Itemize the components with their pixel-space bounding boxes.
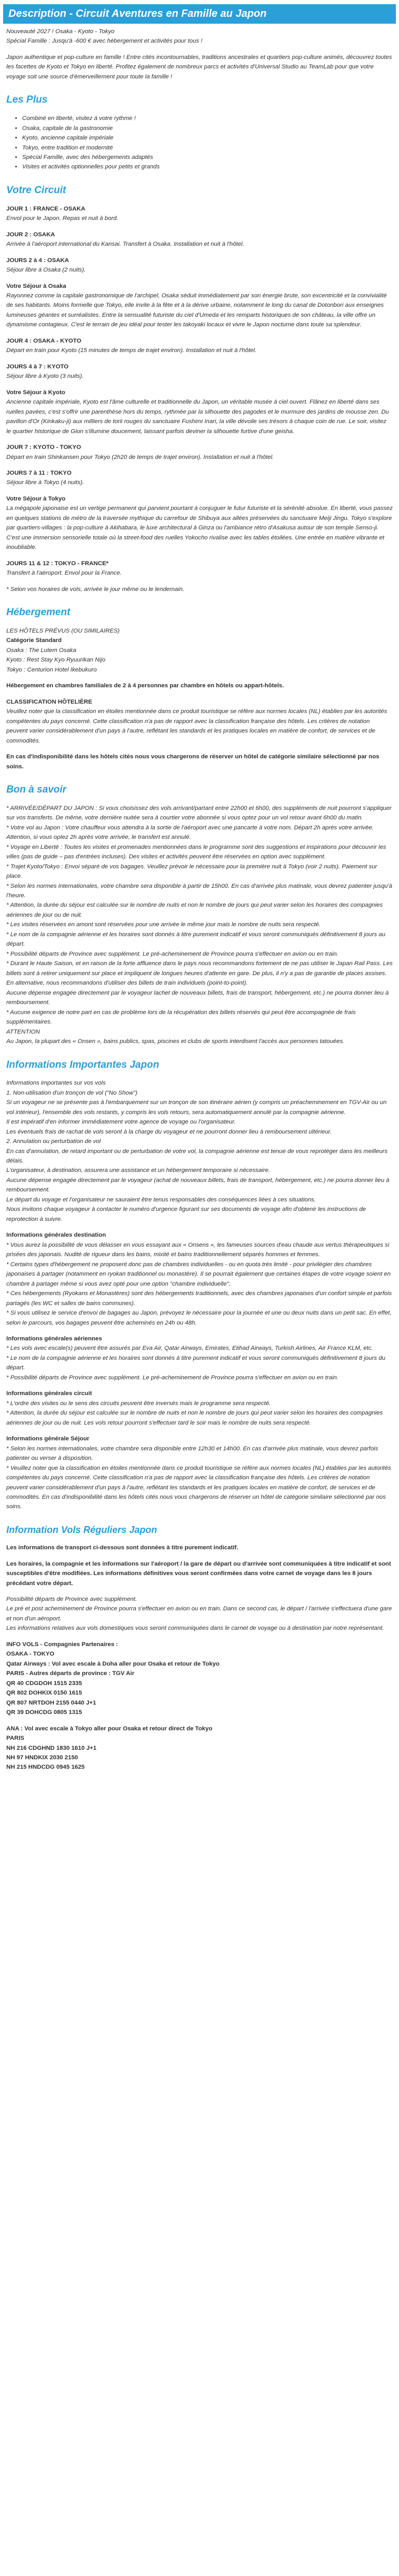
day-title: Votre Séjour à Osaka <box>6 283 66 289</box>
day-title: Votre Séjour à Kyoto <box>6 389 65 396</box>
hotel-list <box>6 626 393 675</box>
destination-list <box>6 1240 393 1328</box>
info-line: ATTENTION <box>6 1028 40 1035</box>
info-line: * Selon les normes internationales, votre chambre sera disponible à partir de 15h00. En cas d'arrivée plus matinale, vous devrez patienter jusqu'à l'heure. <box>6 883 393 899</box>
info-line: * Les visites réservées en amont sont réservées pour une arrivée le même jour mais le nombre de nuits sera respecté. <box>6 921 321 928</box>
circuit-note: * Selon vos horaires de vols, arrivée le jour même ou le lendemain. <box>6 586 185 593</box>
day-text: Ancienne capitale impériale, Kyoto est l'âme culturelle et traditionnelle du Japon, un véritable musée à ciel ouvert. Flânez en liberté dans ses ruelles pavées, c'est s'offrir une parenthèse hors du temps, rythmée par la silhouette des pagodes et le murmure des jardins de mousse zen. Du pavillon d'Or (Kinkaku-ji) aux milliers de torii rouges du sanctuaire Fushimi Inari, la ville dévoile ses trésors à chaque coin de rue. Le soir, visitez le quartier historique de Gion s'illumine doucement, laissant parfois deviner la silhouette furtive d'une geisha. <box>6 399 389 435</box>
hotel-list-title: LES HÔTELS PRÉVUS (OU SIMILAIRES) <box>6 627 120 634</box>
info-line: Au Japon, la plupart des « Onsen », bains publics, spas, piscines et clubs de sports interdisent l'accès aux personnes tatouées. <box>6 1038 345 1045</box>
info-line: En alternative, nous recommandons d'utiliser des billets de train individuels (point-to-point). <box>6 980 248 987</box>
info-line: Aucune dépense engagée directement par le voyageur (achat de nouveaux billets, frais de transport, hébergement, etc.) ne pourra donner lieu à remboursement. <box>6 1177 390 1194</box>
sejour-list <box>6 1444 393 1512</box>
info-line: * Le nom de la compagnie aérienne et les horaires sont donnés à titre purement indicatif et vous seront communiqués définitivement 8 jours au départ. <box>6 931 385 948</box>
info-line: * Possibilité départs de Province avec supplément. Le pré-acheminement de Province pourra s'effectuer en avion ou en train. <box>6 1374 338 1381</box>
flight-line: NH 216 CDGHND 1830 1610 J+1 <box>6 1745 97 1751</box>
flight-line: QR 802 DOHKIX 0150 1615 <box>6 1690 82 1697</box>
info-line: * Aucune exigence de notre part en cas de problème lors de la récupération des billets réservés qui peut être accompagnée de frais supplémentaires. <box>6 1009 356 1026</box>
flight-line: QR 807 NRTDOH 2155 0440 J+1 <box>6 1699 96 1706</box>
hotel-item: Kyoto : Rest Stay Kyo Ryuurikan Nijo <box>6 657 106 664</box>
list-item: • Tokyo, entre tradition et modernité <box>22 143 393 153</box>
info-line: Aucune dépense engagée directement par le voyageur lachet de nouveaux billets, frais de transport, hébergement, etc.) ne pourra donner lieu à remboursement. <box>6 989 389 1006</box>
sejour-heading: Informations générale Séjour <box>6 1436 89 1442</box>
day-title: JOURS 2 à 4 : OSAKA <box>6 257 69 264</box>
day-block <box>6 494 393 553</box>
info-line: * Voyage en Liberté : Toutes les visites et promenades mentionnées dans le programme sont des suggestions et inspirations pour découvrir les villes (pas de guide – pas d'entrées incluses). Des visites et activités peuvent être réservées en option avec supplément. <box>6 844 386 860</box>
flight-line: NH 215 HNDCDG 0945 1625 <box>6 1764 85 1771</box>
day-text: La mégapole japonaise est un vertige permanent qui parvient pourtant à conjuguer le futur futuriste et la sérénité absolue. En liberté, vous passez en quelques stations de métro de la traversée mythique du carrefour de Shibuya aux allées préservées du sanctuaire Meiji Jingu. Tokyo s'explore par quartiers-villages : la pop-culture à Akihabara, le luxe architectural à Ginza ou l'ambiance rétro d'Asakusa autour de son temple Senso-ji. C'est une immersion sensorielle totale où la street-food des ruelles Yokocho rivalise avec les tables étoilées. Une entrée en matière vibrante et inoubliable. <box>6 505 393 551</box>
info-line: * ARRIVÉE/DÉPART DU JAPON : Si vous choisissez des vols arrivant/partant entre 22h00 et 6h00, des suppléments de nuit pourront s'appliquer sur vos transferts. De même, votre dernière nuitée sera à courtier votre abonnée si vous optez pour un vol retour avant 6h00 du matin. <box>6 805 392 821</box>
day-text: Envol pour le Japon. Repas et nuit à bord. <box>6 215 118 222</box>
list-item: • Visites et activités optionnelles pour petits et grands <box>22 162 393 172</box>
vols-heading: Information Vols Réguliers Japon <box>6 1524 157 1535</box>
day-text: Transfert à l'aéroport. Envol pour la France. <box>6 570 122 577</box>
list-item: • Osaka, capitale de la gastronomie <box>22 124 393 133</box>
day-title: JOURS 4 à 7 : KYOTO <box>6 363 69 370</box>
day-text: Départ en train Shinkansen pour Tokyo (2h20 de temps de trajet environ). Installation et nuit à l'hôtel. <box>6 454 274 460</box>
intro-subtitle: Nouveauté 2027 ! Osaka - Kyoto - Tokyo Spécial Famille : Jusqu'à -600 € avec hébergement et activités pour tous ! <box>6 28 203 45</box>
day-text: Séjour libre à Osaka (2 nuits). <box>6 267 86 274</box>
hebergement-note: Hébergement en chambres familiales de 2 à 4 personnes par chambre en hôtels ou appart-hôtels. <box>6 683 284 689</box>
circuit-heading: Votre Circuit <box>6 184 66 196</box>
aeriennes-list <box>6 1344 393 1382</box>
info-line: * Trajet Kyoto/Tokyo : Envoi séparé de vos bagages. Veuillez prévoir le nécessaire pour la première nuit à Tokyo (voir 2 nuits). Paiement sur place. <box>6 863 377 880</box>
day-text: Arrivée à l'aéroport international du Kansai. Transfert à Osaka. Installation et nuit à l'hôtel. <box>6 241 244 248</box>
flight-line: QR 39 DOHCDG 0805 1315 <box>6 1709 82 1716</box>
day-text: Départ en train pour Kyoto (15 minutes de temps de trajet environ). Installation et nuit à l'hôtel. <box>6 347 257 354</box>
info-line: 2. Annulation ou perturbation de vol <box>6 1138 101 1145</box>
informations-importantes-heading: Informations Importantes Japon <box>6 1059 159 1070</box>
vols-text <box>6 1595 393 1633</box>
day-block <box>6 362 393 382</box>
day-block <box>6 336 393 356</box>
flight-line: ANA : Vol avec escale à Tokyo aller pour Osaka et retour direct de Tokyo <box>6 1725 213 1732</box>
info-line: * Ces hébergements (Ryokans et Monastères) sont des hébergements traditionnels, avec des chambres japonaises d'un confort simple et parfois partagés (les WC et salles de bains communes). <box>6 1290 392 1307</box>
plus-heading: Les Plus <box>6 94 48 106</box>
day-title: JOUR 1 : FRANCE - OSAKA <box>6 205 85 212</box>
info-line: En cas d'annulation, de retard important ou de perturbation de votre vol, la compagnie aérienne est tenue de vous reprotéger dans les meilleurs délais. <box>6 1148 388 1165</box>
flight-line: PARIS <box>6 1735 24 1742</box>
flight-line: OSAKA - TOKYO <box>6 1651 55 1658</box>
intro-text: Japon authentique et pop-culture en famille ! Entre cités incontournables, traditions ancestrales et quartiers pop-culture animés, découvrez toutes les facettes de Kyoto et Tokyo en liberté. Profitez également de nombreux parcs et activités d'Universal Studio au TeamLab pour que votre voyage soit une source d'émerveillement pour toute la famille ! <box>6 54 392 80</box>
info-line: Les informations relatives aux vols domestiques vous seront communiquées dans le carnet de voyage ou à destination par notre représentant. <box>6 1625 384 1632</box>
info-line: Les éventuels frais de rachat de vols seront à la charge du voyageur et ne pourront donner lieu à remboursement ultérieur. <box>6 1128 332 1135</box>
info-line: * Les vols avec escale(s) peuvent être assurés par Eva Air, Qatar Airways, Emirates, Etihad Airways, Turkish Airlines, Air France KLM, etc. <box>6 1345 373 1352</box>
flight-line: PARIS - Autres départs de province : TGV Air <box>6 1670 135 1677</box>
day-text: Séjour libre à Kyoto (3 nuits). <box>6 373 84 380</box>
list-item: • Spécial Famille, avec des hébergements adaptés <box>22 153 393 162</box>
day-title: JOURS 11 & 12 : TOKYO - FRANCE* <box>6 560 109 567</box>
info-line: * Le nom de la compagnie aérienne et les horaires sont donnés à titre purement indicatif et vous seront communiqués définitivement 8 jours du départ. <box>6 1355 385 1371</box>
day-block <box>6 204 393 224</box>
info-line: Possibilité départs de Province avec supplément. <box>6 1596 137 1602</box>
flight-line: NH 97 HNDKIX 2030 2150 <box>6 1755 78 1761</box>
day-block <box>6 388 393 436</box>
info-line: Informations importantes sur vos vols <box>6 1080 106 1087</box>
day-block <box>6 230 393 249</box>
info-line: * Attention, la durée du séjour est calculée sur le nombre de nuits et non le nombre de jours qui peut varier selon les horaires des compagnies aériennes de jour ou de nuit. <box>6 902 383 918</box>
hotel-item: Tokyo : Centurion Hotel Ikebukuro <box>6 666 97 673</box>
list-item: • Kyoto, ancienne capitale impériale <box>22 133 393 143</box>
day-block <box>6 282 393 330</box>
classification-text: Veuillez noter que la classification en étoiles mentionnée dans ce produit touristique se réfère aux normes locales (NL) établies par les autorités compétentes du pays concerné. Cette classification n'a pas de rapport avec la classification française des hôtels. Les critères de notation peuvent varier considérablement d'un pays à l'autre, reflétant les standards et les pratiques locales en matière de confort, de services et de commodités. <box>6 708 387 744</box>
flight-line: Qatar Airways : Vol avec escale à Doha aller pour Osaka et retour de Tokyo <box>6 1660 220 1667</box>
circuit-info-list <box>6 1399 393 1428</box>
page-title: Description - Circuit Aventures en Famille au Japon <box>3 4 396 24</box>
hotel-category: Catégorie Standard <box>6 637 62 644</box>
aeriennes-heading: Informations générales aériennes <box>6 1335 102 1342</box>
plus-list <box>6 114 393 172</box>
day-title: JOUR 4 : OSAKA - KYOTO <box>6 337 82 344</box>
info-line: * Possibilité départs de Province avec supplément. Le pré-acheminement de Province pourra s'effectuer en avion ou en train. <box>6 950 338 957</box>
flight-line: QR 40 CDGDOH 1515 2335 <box>6 1680 82 1687</box>
day-title: JOURS 7 à 11 : TOKYO <box>6 470 72 476</box>
day-text: Rayonnez comme la capitale gastronomique de l'archipel, Osaka séduit immédiatement par son énergie brute, son excentricité et la convivialité de ses habitants. Moins formelle que Tokyo, elle invite à la fête et à la dérive urbaine, notamment le long du canal de Dotonbori aux enseignes lumineuses géantes et surréalistes. Entre la sensualité futuriste du ciel d'Umeda et les remparts historiques de son château, la ville offre un dynamisme contagieux. C'est le terrain de jeu idéal pour tester les takoyaki locaux et vivre le Japon nocturne dans toute sa splendeur. <box>6 292 387 328</box>
informations-importantes-list <box>6 1078 393 1224</box>
day-block <box>6 256 393 275</box>
info-line: * Attention, la durée du séjour est calculée sur le nombre de nuits et non le nombre de jours qui peut varier selon les horaires des compagnies aériennes de jour ou de nuit. Les vols retour pourront s'effectuer tard le soir mais le nombre de nuits sera respecté. <box>6 1410 383 1426</box>
classification-heading: CLASSIFICATION HÔTELIÈRE <box>6 698 93 705</box>
content <box>0 27 399 1789</box>
info-line: * Votre vol au Japon : Votre chauffeur vous attendra à la sortie de l'aéroport avec une pancarte à votre nom. Départ 2h après votre arrivée. Attention, si vous optez 2h après votre arrivée, le transfert est annulé. <box>6 824 374 841</box>
flight-list <box>6 1640 393 1772</box>
bon-a-savoir-heading: Bon à savoir <box>6 784 67 796</box>
destination-heading: Informations générales destination <box>6 1232 106 1239</box>
circuit-info-heading: Informations générales circuit <box>6 1390 92 1397</box>
bon-a-savoir-list <box>6 804 393 1047</box>
hebergement-heading: Hébergement <box>6 607 71 618</box>
flight-line <box>6 1718 393 1724</box>
info-line: Le pré et post acheminement de Province pourra s'effectuer en avion ou en train. Dans ce second cas, le départ / l'arrivée s'effectuera d'une gare et non d'un aéroport. <box>6 1606 392 1622</box>
info-line: Si un voyageur ne se présente pas à l'embarquement sur un tronçon de son itinéraire aérien (y compris un préacheminement en TGV-Air ou un vol intérieur), l'ensemble des vols restants, y compris les vols retours, sera automatiquement annulé par la compagnie aérienne. <box>6 1099 387 1116</box>
day-title: Votre Séjour à Tokyo <box>6 495 66 502</box>
day-block <box>6 468 393 488</box>
info-line: L'organisateur, à destination, assurera une assistance et un hébergement temporaire si nécessaire. <box>6 1167 271 1174</box>
info-line: Le départ du voyage et l'organisateur ne sauraient être tenus responsables des conséquences liées à ces situations. <box>6 1196 316 1203</box>
info-line: * Vous aurez la possibilité de vous délasser en vous essayant aux « Onsens », les fameuses sources d'eau chaude aux vertus thérapeutiques si prisées des japonais. Nudité de rigueur dans les bains, mixité et bains traditionnellement séparés hommes et femmes. <box>6 1241 390 1258</box>
list-item: • Combiné en liberté, visitez à votre rythme ! <box>22 114 393 123</box>
info-line: * L'ordre des visites ou le sens des circuits peuvent être inversés mais le programme sera respecté. <box>6 1400 271 1407</box>
classification-note: En cas d'indisponibilité dans les hôtels cités nous vous chargerons de réserver un hôtel de catégorie similaire sélectionné par nos soins. <box>6 754 380 770</box>
info-line: * Durant le Haute Saison, et en raison de la forte affluence dans le pays nous recommandons fortement de ne pas utiliser le Japan Rail Pass. Les billets sont à retirer uniquement sur place et impliquent de longues heures d'attente en gare. De plus, il n'y a pas de garantie de places assises. <box>6 960 393 977</box>
day-block <box>6 443 393 462</box>
day-text: Séjour libre à Tokyo (4 nuits). <box>6 479 84 486</box>
flight-line: INFO VOLS - Compagnies Partenaires : <box>6 1641 118 1648</box>
info-line: * Selon les normes internationales, votre chambre sera disponible entre 12h30 et 14h00. En cas d'arrivée plus matinale, vous devrez parfois patienter ou verser à disposition. <box>6 1445 378 1462</box>
info-line: Nous invitons chaque voyageur à contacter le numéro d'urgence figurant sur ses documents de voyage afin d'obtenir les instructions de reprotection à suivre. <box>6 1206 366 1222</box>
page <box>0 4 399 1789</box>
hotel-item: Osaka : The Lutem Osaka <box>6 647 76 654</box>
info-line: 1. Non-utilisation d'un tronçon de vol ("No Show") <box>6 1089 137 1096</box>
vols-note: Les informations de transport ci-dessous sont données à titre purement indicatif. <box>6 1545 238 1551</box>
day-title: JOUR 2 : OSAKA <box>6 231 55 238</box>
info-line: Il est impératif d'en informer immédiatement votre agence de voyage ou l'organisateur. <box>6 1119 236 1126</box>
day-title: JOUR 7 : KYOTO - TOKYO <box>6 444 81 451</box>
day-block <box>6 559 393 578</box>
vols-note-2: Les horaires, la compagnie et les informations sur l'aéroport / la gare de départ ou d'arrivée sont communiquées à titre indicatif et sont susceptibles d'être modifiées. Les informations définitives vous seront confirmées dans votre carnet de voyage dans les 8 jours précédant votre départ. <box>6 1560 391 1587</box>
info-line: * Veuillez noter que la classification en étoiles mentionnée dans ce produit touristique se réfère aux normes locales (NL) établies par les autorités compétentes du pays concerné. Cette classification n'a pas de rapport avec la classification française des hôtels. Les critères de notation peuvent varier considérablement d'un pays à l'autre, reflétant les standards et les pratiques locales en matière de confort, de services et de commodités. En cas d'indisponibilité dans les hôtels cités nous vous chargerons de réserver un hôtel de catégorie similaire sélectionné par nos soins. <box>6 1465 391 1510</box>
info-line: * Si vous utilisez le service d'envoi de bagages au Japon, prévoyez le nécessaire pour la journée et une ou deux nuits dans un petit sac. En effet, selon le parcours, vos bagages peuvent être acheminés en 24h ou 48h. <box>6 1310 392 1326</box>
info-line: * Certains types d'hébergement ne proposent donc pas de chambres individuelles - ou en quota très limité - pour privilégier des chambres japonaises à partager (notamment en ryokan traditionnel ou monastère). Il se pourrait également que certaines étapes de votre voyage soient en chambre à partager même si vous avez opté pour une option "chambre individuelle". <box>6 1261 391 1287</box>
